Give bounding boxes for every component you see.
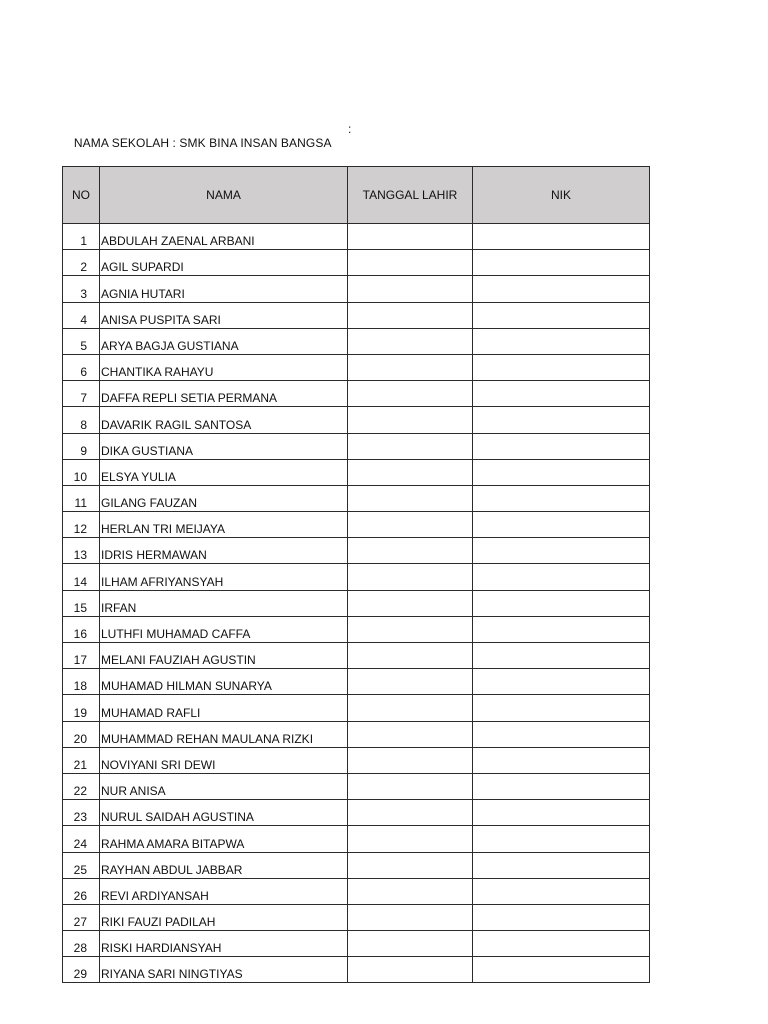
student-roster-table xyxy=(62,166,650,983)
table-row xyxy=(63,800,650,826)
birth-date-cell[interactable] xyxy=(348,407,473,433)
birth-date-cell[interactable] xyxy=(348,695,473,721)
nik-cell[interactable] xyxy=(473,643,650,669)
row-number-cell: 16 xyxy=(63,616,100,642)
table-row xyxy=(63,302,650,328)
school-name-label: NAMA SEKOLAH : SMK BINA INSAN BANGSA xyxy=(73,136,332,150)
row-number-cell: 20 xyxy=(63,721,100,747)
birth-date-cell[interactable] xyxy=(348,747,473,773)
row-number-cell: 5 xyxy=(63,328,100,354)
birth-date-cell[interactable] xyxy=(348,512,473,538)
birth-date-cell[interactable] xyxy=(348,800,473,826)
column-header-nama: NAMA xyxy=(100,167,348,224)
student-name-cell: NURUL SAIDAH AGUSTINA xyxy=(100,800,348,826)
table-row xyxy=(63,276,650,302)
table-row xyxy=(63,878,650,904)
nik-cell[interactable] xyxy=(473,695,650,721)
table-row xyxy=(63,590,650,616)
student-name-cell: GILANG FAUZAN xyxy=(100,485,348,511)
row-number-cell: 8 xyxy=(63,407,100,433)
birth-date-cell[interactable] xyxy=(348,669,473,695)
birth-date-cell[interactable] xyxy=(348,878,473,904)
row-number-cell: 29 xyxy=(63,957,100,983)
table-row xyxy=(63,433,650,459)
nik-cell[interactable] xyxy=(473,276,650,302)
nik-cell[interactable] xyxy=(473,250,650,276)
nik-cell[interactable] xyxy=(473,459,650,485)
birth-date-cell[interactable] xyxy=(348,773,473,799)
table-row xyxy=(63,512,650,538)
row-number-cell: 3 xyxy=(63,276,100,302)
row-number-cell: 17 xyxy=(63,643,100,669)
student-name-cell: DAVARIK RAGIL SANTOSA xyxy=(100,407,348,433)
nik-cell[interactable] xyxy=(473,354,650,380)
table-body xyxy=(63,224,650,983)
student-name-cell: RIKI FAUZI PADILAH xyxy=(100,904,348,930)
nik-cell[interactable] xyxy=(473,878,650,904)
birth-date-cell[interactable] xyxy=(348,433,473,459)
nik-cell[interactable] xyxy=(473,407,650,433)
table-header-row xyxy=(63,167,650,224)
student-name-cell: IDRIS HERMAWAN xyxy=(100,538,348,564)
nik-cell[interactable] xyxy=(473,800,650,826)
row-number-cell: 22 xyxy=(63,773,100,799)
nik-cell[interactable] xyxy=(473,512,650,538)
birth-date-cell[interactable] xyxy=(348,904,473,930)
birth-date-cell[interactable] xyxy=(348,643,473,669)
birth-date-cell[interactable] xyxy=(348,328,473,354)
student-name-cell: ARYA BAGJA GUSTIANA xyxy=(100,328,348,354)
student-name-cell: ANISA PUSPITA SARI xyxy=(100,302,348,328)
nik-cell[interactable] xyxy=(473,852,650,878)
table-row xyxy=(63,643,650,669)
student-name-cell: MELANI FAUZIAH AGUSTIN xyxy=(100,643,348,669)
student-name-cell: HERLAN TRI MEIJAYA xyxy=(100,512,348,538)
row-number-cell: 6 xyxy=(63,354,100,380)
student-name-cell: LUTHFI MUHAMAD CAFFA xyxy=(100,616,348,642)
row-number-cell: 28 xyxy=(63,931,100,957)
birth-date-cell[interactable] xyxy=(348,459,473,485)
student-name-cell: NUR ANISA xyxy=(100,773,348,799)
column-header-nik: NIK xyxy=(473,167,650,224)
nik-cell[interactable] xyxy=(473,224,650,250)
table-row xyxy=(63,904,650,930)
school-name-line xyxy=(67,122,352,164)
nik-cell[interactable] xyxy=(473,826,650,852)
student-name-cell: MUHAMMAD REHAN MAULANA RIZKI xyxy=(100,721,348,747)
birth-date-cell[interactable] xyxy=(348,590,473,616)
row-number-cell: 7 xyxy=(63,381,100,407)
birth-date-cell[interactable] xyxy=(348,852,473,878)
table-row xyxy=(63,957,650,983)
student-name-cell: DIKA GUSTIANA xyxy=(100,433,348,459)
birth-date-cell[interactable] xyxy=(348,564,473,590)
birth-date-cell[interactable] xyxy=(348,957,473,983)
table-row xyxy=(63,564,650,590)
row-number-cell: 14 xyxy=(63,564,100,590)
student-name-cell: ILHAM AFRIYANSYAH xyxy=(100,564,348,590)
student-name-cell: NOVIYANI SRI DEWI xyxy=(100,747,348,773)
student-name-cell: REVI ARDIYANSAH xyxy=(100,878,348,904)
nik-cell[interactable] xyxy=(473,433,650,459)
student-name-cell: ABDULAH ZAENAL ARBANI xyxy=(100,224,348,250)
student-name-cell: IRFAN xyxy=(100,590,348,616)
student-name-cell: RIYANA SARI NINGTIYAS xyxy=(100,957,348,983)
table-row xyxy=(63,931,650,957)
column-header-no: NO xyxy=(63,167,100,224)
table-row xyxy=(63,538,650,564)
table-row xyxy=(63,852,650,878)
nik-cell[interactable] xyxy=(473,302,650,328)
nik-cell[interactable] xyxy=(473,590,650,616)
birth-date-cell[interactable] xyxy=(348,250,473,276)
birth-date-cell[interactable] xyxy=(348,302,473,328)
birth-date-cell[interactable] xyxy=(348,224,473,250)
birth-date-cell[interactable] xyxy=(348,826,473,852)
row-number-cell: 26 xyxy=(63,878,100,904)
student-name-cell: DAFFA REPLI SETIA PERMANA xyxy=(100,381,348,407)
row-number-cell: 1 xyxy=(63,224,100,250)
table-row xyxy=(63,485,650,511)
row-number-cell: 10 xyxy=(63,459,100,485)
table-row xyxy=(63,826,650,852)
student-name-cell: RAYHAN ABDUL JABBAR xyxy=(100,852,348,878)
row-number-cell: 4 xyxy=(63,302,100,328)
birth-date-cell[interactable] xyxy=(348,721,473,747)
birth-date-cell[interactable] xyxy=(348,931,473,957)
row-number-cell: 18 xyxy=(63,669,100,695)
row-number-cell: 23 xyxy=(63,800,100,826)
row-number-cell: 13 xyxy=(63,538,100,564)
student-name-cell: RISKI HARDIANSYAH xyxy=(100,931,348,957)
nik-cell[interactable] xyxy=(473,721,650,747)
school-trailing-colon: : xyxy=(348,122,352,136)
table-row xyxy=(63,721,650,747)
nik-cell[interactable] xyxy=(473,669,650,695)
nik-cell[interactable] xyxy=(473,773,650,799)
table-row xyxy=(63,747,650,773)
table-row xyxy=(63,250,650,276)
row-number-cell: 24 xyxy=(63,826,100,852)
table-row xyxy=(63,616,650,642)
student-name-cell: ELSYA YULIA xyxy=(100,459,348,485)
row-number-cell: 2 xyxy=(63,250,100,276)
table-row xyxy=(63,381,650,407)
row-number-cell: 27 xyxy=(63,904,100,930)
birth-date-cell[interactable] xyxy=(348,538,473,564)
nik-cell[interactable] xyxy=(473,328,650,354)
nik-cell[interactable] xyxy=(473,957,650,983)
nik-cell[interactable] xyxy=(473,747,650,773)
nik-cell[interactable] xyxy=(473,931,650,957)
birth-date-cell[interactable] xyxy=(348,616,473,642)
row-number-cell: 19 xyxy=(63,695,100,721)
student-name-cell: AGIL SUPARDI xyxy=(100,250,348,276)
birth-date-cell[interactable] xyxy=(348,276,473,302)
table-row xyxy=(63,354,650,380)
nik-cell[interactable] xyxy=(473,564,650,590)
table-row xyxy=(63,695,650,721)
row-number-cell: 9 xyxy=(63,433,100,459)
column-header-tanggal-lahir: TANGGAL LAHIR xyxy=(348,167,473,224)
table-row xyxy=(63,224,650,250)
nik-cell[interactable] xyxy=(473,904,650,930)
row-number-cell: 15 xyxy=(63,590,100,616)
student-name-cell: AGNIA HUTARI xyxy=(100,276,348,302)
birth-date-cell[interactable] xyxy=(348,354,473,380)
row-number-cell: 21 xyxy=(63,747,100,773)
row-number-cell: 25 xyxy=(63,852,100,878)
student-name-cell: RAHMA AMARA BITAPWA xyxy=(100,826,348,852)
student-name-cell: MUHAMAD RAFLI xyxy=(100,695,348,721)
table-row xyxy=(63,669,650,695)
table-row xyxy=(63,328,650,354)
birth-date-cell[interactable] xyxy=(348,485,473,511)
nik-cell[interactable] xyxy=(473,538,650,564)
student-name-cell: MUHAMAD HILMAN SUNARYA xyxy=(100,669,348,695)
nik-cell[interactable] xyxy=(473,616,650,642)
row-number-cell: 11 xyxy=(63,485,100,511)
student-name-cell: CHANTIKA RAHAYU xyxy=(100,354,348,380)
row-number-cell: 12 xyxy=(63,512,100,538)
birth-date-cell[interactable] xyxy=(348,381,473,407)
table-row xyxy=(63,459,650,485)
table-row xyxy=(63,773,650,799)
nik-cell[interactable] xyxy=(473,485,650,511)
nik-cell[interactable] xyxy=(473,381,650,407)
table-row xyxy=(63,407,650,433)
